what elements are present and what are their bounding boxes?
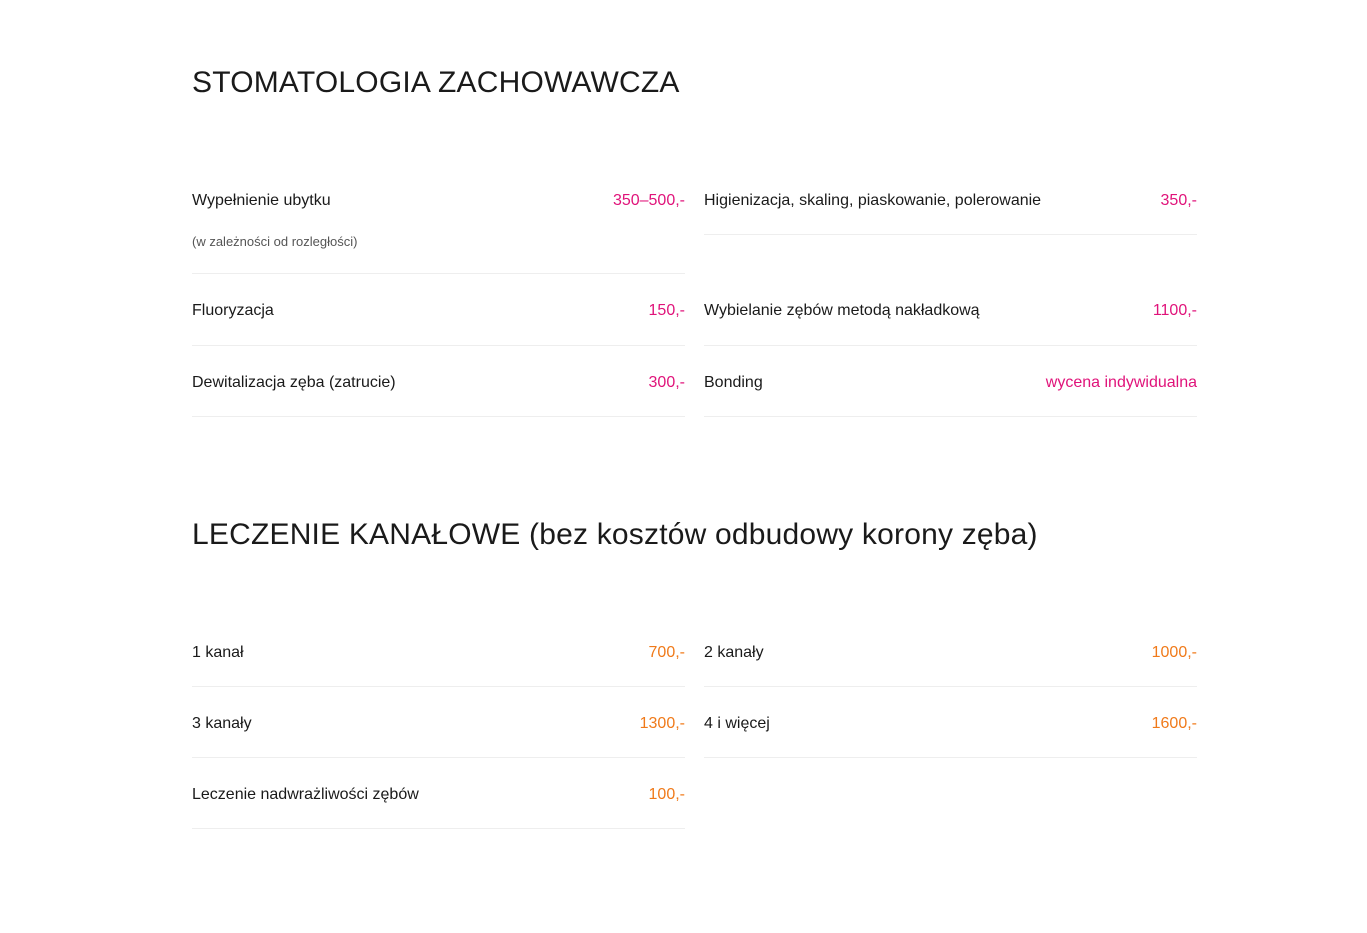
price-item [192, 687, 685, 758]
service-price: 700,- [648, 644, 685, 661]
service-name: 1 kanał [192, 644, 244, 661]
price-item [192, 758, 685, 829]
service-price: 1300,- [639, 715, 685, 732]
service-name: 4 i więcej [704, 715, 770, 732]
service-name: Dewitalizacja zęba (zatrucie) [192, 374, 396, 391]
service-name: Wypełnienie ubytku [192, 192, 331, 209]
service-price: 150,- [648, 302, 685, 319]
service-price: 1600,- [1151, 715, 1197, 732]
service-name: 3 kanały [192, 715, 252, 732]
service-name: Bonding [704, 374, 763, 391]
section-title: STOMATOLOGIA ZACHOWAWCZA [192, 66, 680, 99]
price-item [192, 638, 685, 687]
service-note: (w zależności od rozległości) [192, 234, 358, 249]
service-price: 100,- [648, 786, 685, 803]
service-price: 350–500,- [612, 192, 685, 209]
service-price: wycena indywidualna [1045, 374, 1197, 391]
service-name: 2 kanały [704, 644, 764, 661]
service-price: 300,- [648, 374, 685, 391]
service-name: Higienizacja, skaling, piaskowanie, polerowanie [704, 192, 1042, 209]
service-price: 350,- [1160, 192, 1197, 209]
service-name: Fluoryzacja [192, 302, 274, 319]
section-root-canal [192, 0, 1197, 933]
service-price: 1000,- [1151, 644, 1197, 661]
section-title: LECZENIE KANAŁOWE (bez kosztów odbudowy korony zęba) [192, 518, 1038, 551]
service-name: Leczenie nadwrażliwości zębów [192, 786, 419, 803]
price-item [704, 638, 1197, 687]
service-price: 1100,- [1152, 302, 1197, 319]
service-name: Wybielanie zębów metodą nakładkową [704, 302, 980, 319]
price-item [704, 687, 1197, 758]
